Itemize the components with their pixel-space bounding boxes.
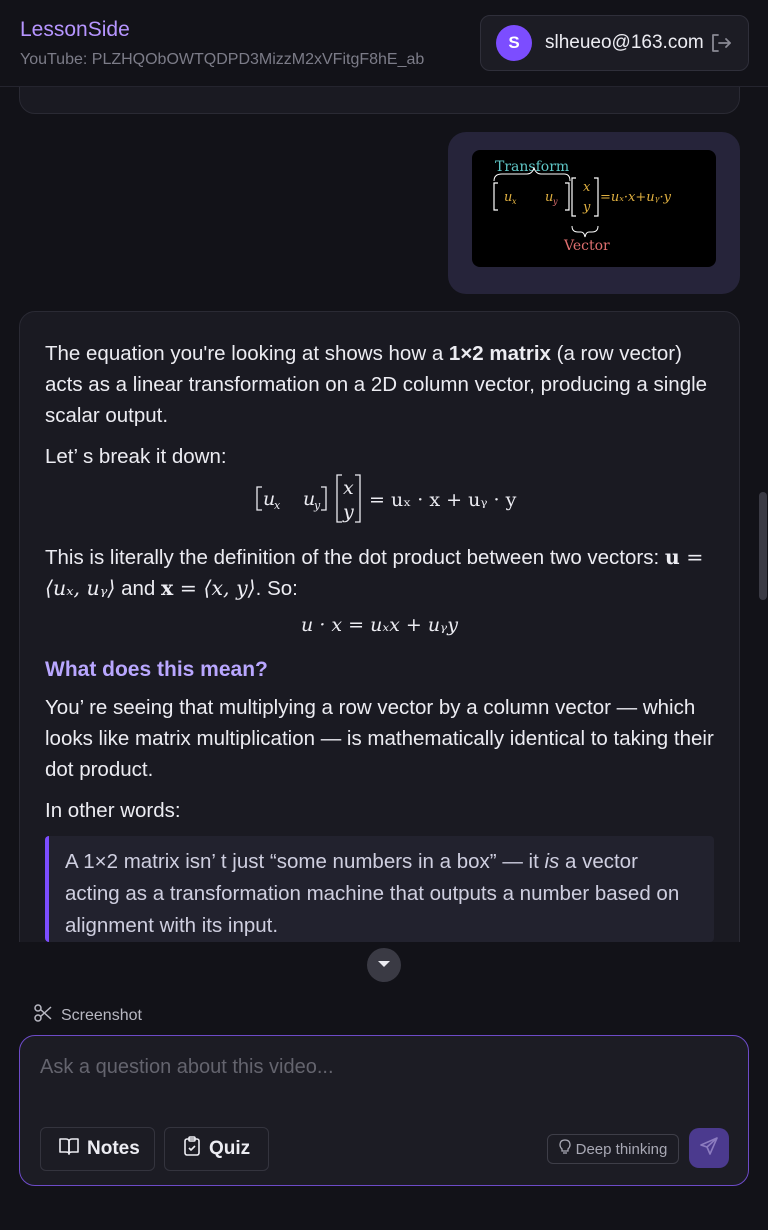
vector-label: Vector <box>564 238 610 254</box>
equation-rhs: =uₓ·x+uᵧ·y <box>600 190 671 205</box>
svg-text:x: x <box>343 477 354 499</box>
send-icon <box>699 1136 719 1161</box>
book-icon <box>59 1137 79 1161</box>
video-id: YouTube: PLZHQObOWTQDPD3MizzM2xVFitgF8hE_ab <box>20 51 425 68</box>
svg-text:y: y <box>314 499 321 512</box>
quiz-button[interactable] <box>164 1127 269 1171</box>
svg-text:x: x <box>512 197 517 206</box>
composer <box>19 1035 749 1186</box>
svg-text:y: y <box>553 197 558 206</box>
assistant-message <box>19 311 740 942</box>
deep-thinking-toggle[interactable] <box>547 1134 679 1164</box>
heading-meaning: What does this mean? <box>45 658 268 681</box>
question-input[interactable] <box>40 1056 720 1079</box>
equation-matrix <box>45 472 714 542</box>
svg-text:u: u <box>303 488 316 510</box>
equation-dot-product: u · x = uₓx + uᵧy <box>301 614 458 636</box>
avatar: S <box>496 25 532 61</box>
chevron-down-icon <box>377 956 391 974</box>
logout-icon[interactable] <box>710 33 732 58</box>
notes-label: Notes <box>87 1138 140 1159</box>
screenshot-button[interactable] <box>33 1003 142 1028</box>
scissors-icon <box>33 1003 53 1028</box>
app-header <box>0 0 768 87</box>
paragraph-intro: The equation you're looking at shows how a 1×2 matrix (a row vector) acts as a linear transformation on a 2D column vector, producing a single scalar output. <box>45 342 708 427</box>
notes-button[interactable] <box>40 1127 155 1171</box>
previous-message <box>19 87 740 114</box>
screenshot-thumbnail[interactable] <box>472 150 716 267</box>
paragraph-other-words: In other words: <box>45 799 181 822</box>
svg-text:x: x <box>274 499 281 512</box>
lightbulb-icon <box>559 1139 571 1159</box>
svg-text:u: u <box>545 190 554 205</box>
paragraph-meaning: You’ re seeing that multiplying a row vector by a column vector — which looks like matrix multiplication — is mathematically identical to taking their dot product. <box>45 696 714 781</box>
blockquote: A 1×2 matrix isn’ t just “some numbers in a box” — it is a vector acting as a transformation machine that outputs a number based on alignment with its input. <box>45 836 714 942</box>
paragraph-dot-product: This is literally the definition of the dot product between two vectors: u = ⟨uₓ, uᵧ⟩ and x = ⟨x, y⟩. So: <box>45 545 704 600</box>
send-button[interactable] <box>689 1128 729 1168</box>
quiz-label: Quiz <box>209 1138 251 1159</box>
composer-area <box>0 942 768 1230</box>
svg-text:u: u <box>263 488 276 510</box>
scrollbar-thumb[interactable] <box>759 492 767 600</box>
svg-text:y: y <box>583 200 591 215</box>
deep-thinking-label: Deep thinking <box>575 1140 668 1158</box>
paragraph-breakdown: Let’ s break it down: <box>45 445 227 468</box>
user-card[interactable] <box>480 15 749 71</box>
equation-rhs-text: = uₓ · x + uᵧ · y <box>369 489 517 511</box>
svg-text:x: x <box>583 180 591 195</box>
user-message <box>448 132 740 294</box>
svg-text:y: y <box>343 501 354 523</box>
chat-area <box>0 87 768 942</box>
brand-name: LessonSide <box>20 18 130 41</box>
svg-text:u: u <box>504 190 513 205</box>
clipboard-icon <box>183 1136 201 1162</box>
transform-label: Transform <box>495 159 570 175</box>
screenshot-label: Screenshot <box>61 1006 142 1024</box>
scroll-to-bottom-button[interactable] <box>367 948 401 982</box>
user-email: slheueo@163.com <box>545 32 704 53</box>
